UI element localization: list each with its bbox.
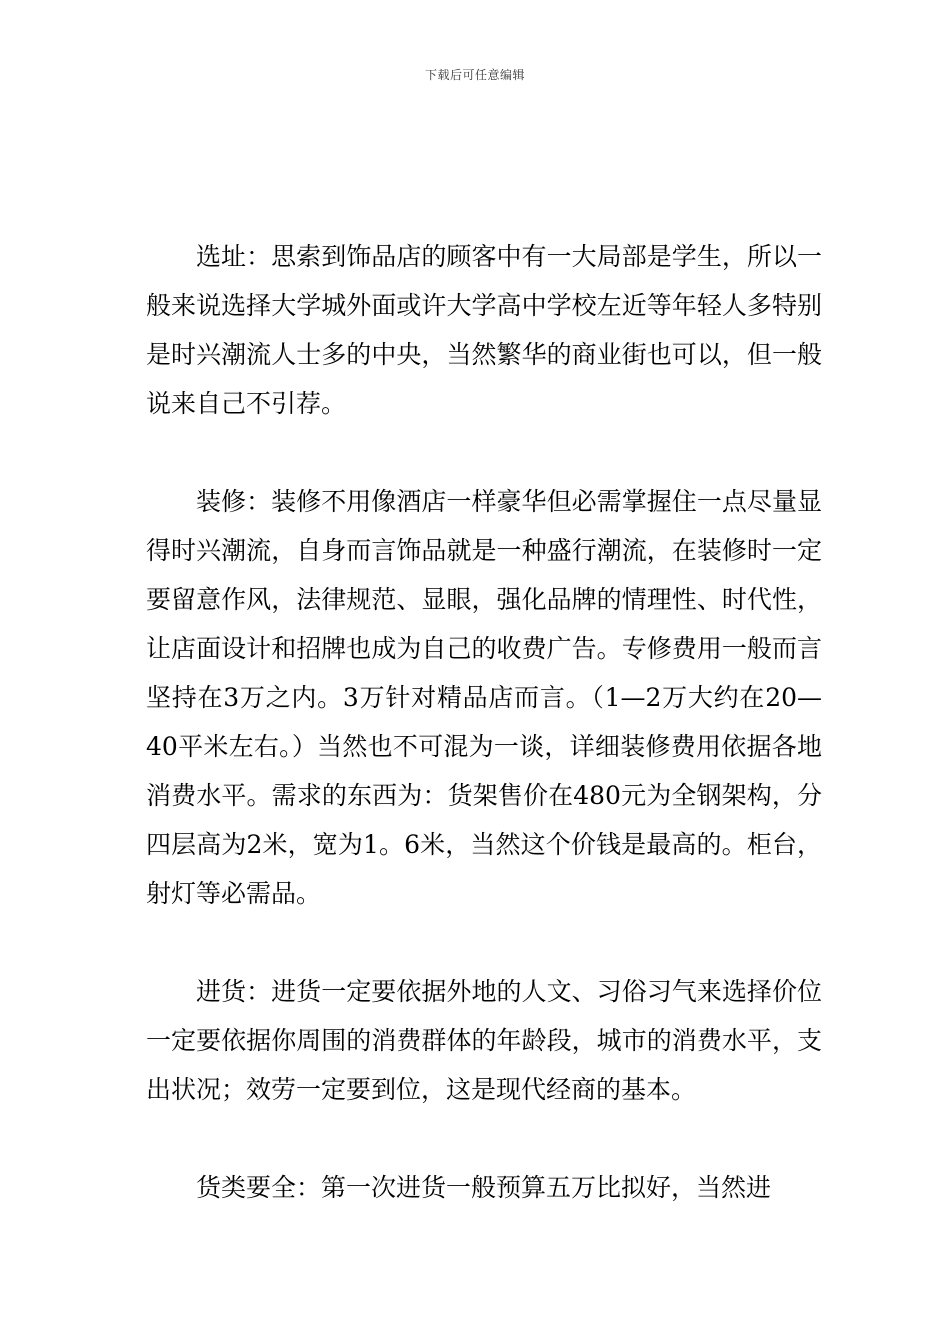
paragraph-site-selection: 选址：思索到饰品店的顾客中有一大局部是学生，所以一般来说选择大学城外面或许大学高中学校左近等年轻人多特别是时兴潮流人士多的中央，当然繁华的商业街也可以，但一般说来自己不引荐。 [146, 242, 822, 418]
paragraph-purchasing: 进货：进货一定要依据外地的人文、习俗习气来选择价位一定要依据你周围的消费群体的年龄段，城市的消费水平，支出状况；效劳一定要到位，这是现代经商的基本。 [146, 977, 822, 1104]
paragraph-decoration: 装修：装修不用像酒店一样豪华但必需掌握住一点尽量显得时兴潮流，自身而言饰品就是一种盛行潮流，在装修时一定要留意作风，法律规范、显眼，强化品牌的情理性、时代性，让店面设计和招牌也成为自己的收费广告。专修费用一般而言坚持在3万之内。3万针对精品店而言。（1—2万大约在20—40平米左右。）当然也不可混为一谈，详细装修费用依据各地消费水平。需求的东西为：货架售价在480元为全钢架构，分四层高为2米，宽为1。6米，当然这个价钱是最高的。柜台，射灯等必需品。 [146, 487, 822, 908]
document-body [146, 232, 822, 1212]
header-note: 下载后可任意编辑 [424, 68, 525, 82]
paragraph-product-range: 货类要全：第一次进货一般预算五万比拟好，当然进 [196, 1173, 772, 1202]
